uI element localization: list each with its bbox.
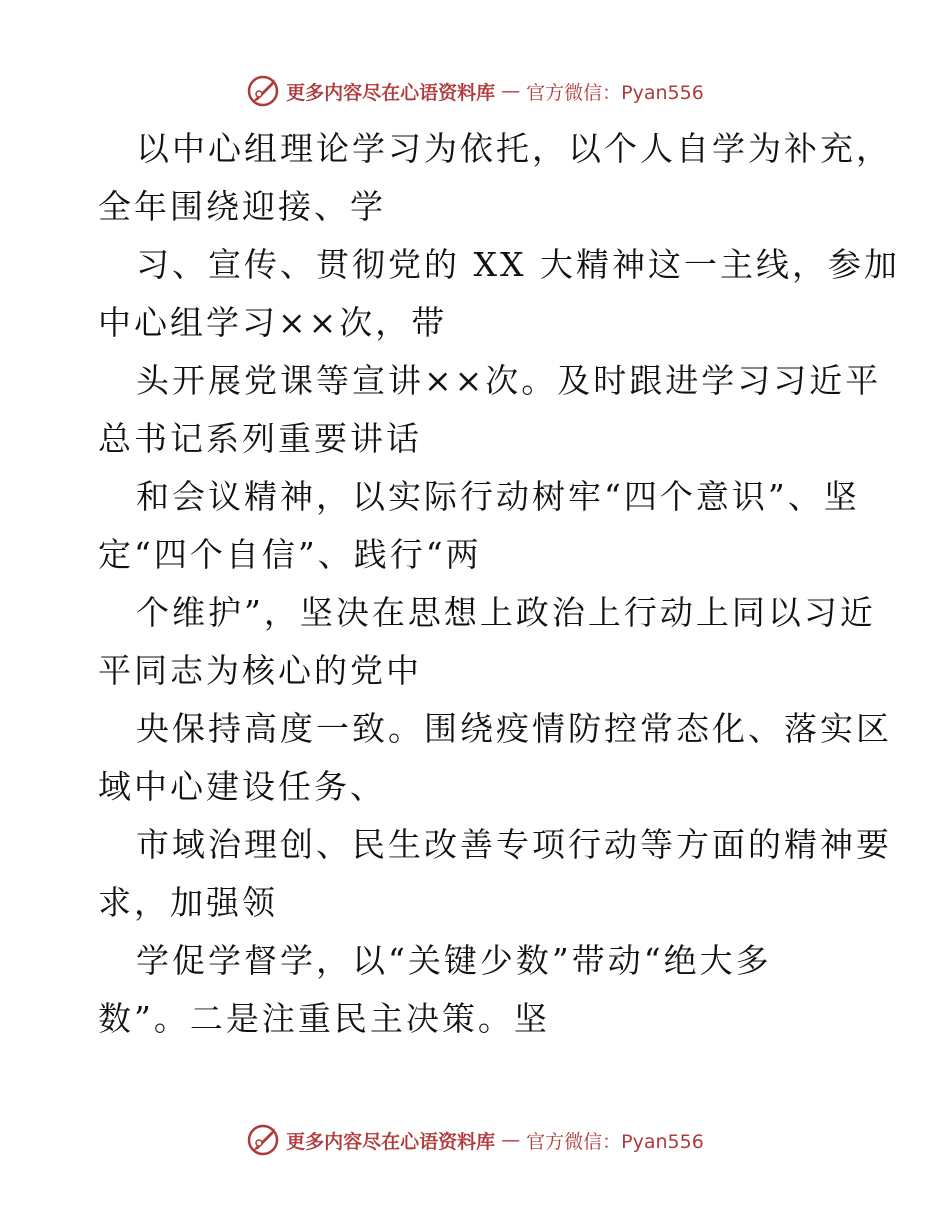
paragraph-line: 平同志为核心的党中 (98, 651, 422, 690)
footer-watermark (0, 1120, 950, 1160)
watermark-wechat: 官方微信：Pyan556 (526, 81, 704, 104)
paragraph-line: 头开展党课等宣讲××次。及时跟进学习习近平 (136, 361, 882, 400)
paragraph-line: 习、宣传、贯彻党的 XX 大精神这一主线，参加 (136, 245, 900, 284)
paragraph (98, 700, 892, 816)
paragraph (98, 120, 892, 236)
paragraph (98, 468, 858, 584)
quill-logo-icon (246, 74, 280, 108)
paragraph (98, 932, 858, 1048)
header-watermark (0, 71, 950, 111)
watermark-separator: — (501, 80, 521, 102)
watermark-wechat: 官方微信：Pyan556 (526, 1130, 704, 1153)
paragraph-line: 数”。二是注重民主决策。坚 (98, 999, 550, 1038)
paragraph-line: 求，加强领 (98, 883, 278, 922)
paragraph-line: 总书记系列重要讲话 (98, 419, 422, 458)
watermark-brand: 更多内容尽在心语资料库 (286, 81, 496, 104)
paragraph (98, 236, 900, 352)
paragraph-line: 市域治理创、民生改善专项行动等方面的精神要 (136, 825, 892, 864)
paragraph-line: 学促学督学，以“关键少数”带动“绝大多 (136, 941, 772, 980)
paragraph (98, 584, 876, 700)
paragraph (98, 352, 882, 468)
document-body (98, 120, 900, 1048)
paragraph-line: 央保持高度一致。围绕疫情防控常态化、落实区 (136, 709, 892, 748)
paragraph-line: 以中心组理论学习为依托，以个人自学为补充， (136, 129, 892, 168)
paragraph-line: 和会议精神，以实际行动树牢“四个意识”、坚 (136, 477, 860, 516)
paragraph-line: 域中心建设任务、 (98, 767, 386, 806)
watermark-brand: 更多内容尽在心语资料库 (286, 1130, 496, 1153)
paragraph-line: 全年围绕迎接、学 (98, 187, 386, 226)
paragraph-line: 中心组学习××次，带 (98, 303, 448, 342)
quill-logo-icon (246, 1123, 280, 1157)
paragraph-line: 个维护”，坚决在思想上政治上行动上同以习近 (136, 593, 876, 632)
paragraph-line: 定“四个自信”、践行“两 (98, 535, 482, 574)
watermark-separator: — (501, 1129, 521, 1151)
paragraph (98, 816, 892, 932)
